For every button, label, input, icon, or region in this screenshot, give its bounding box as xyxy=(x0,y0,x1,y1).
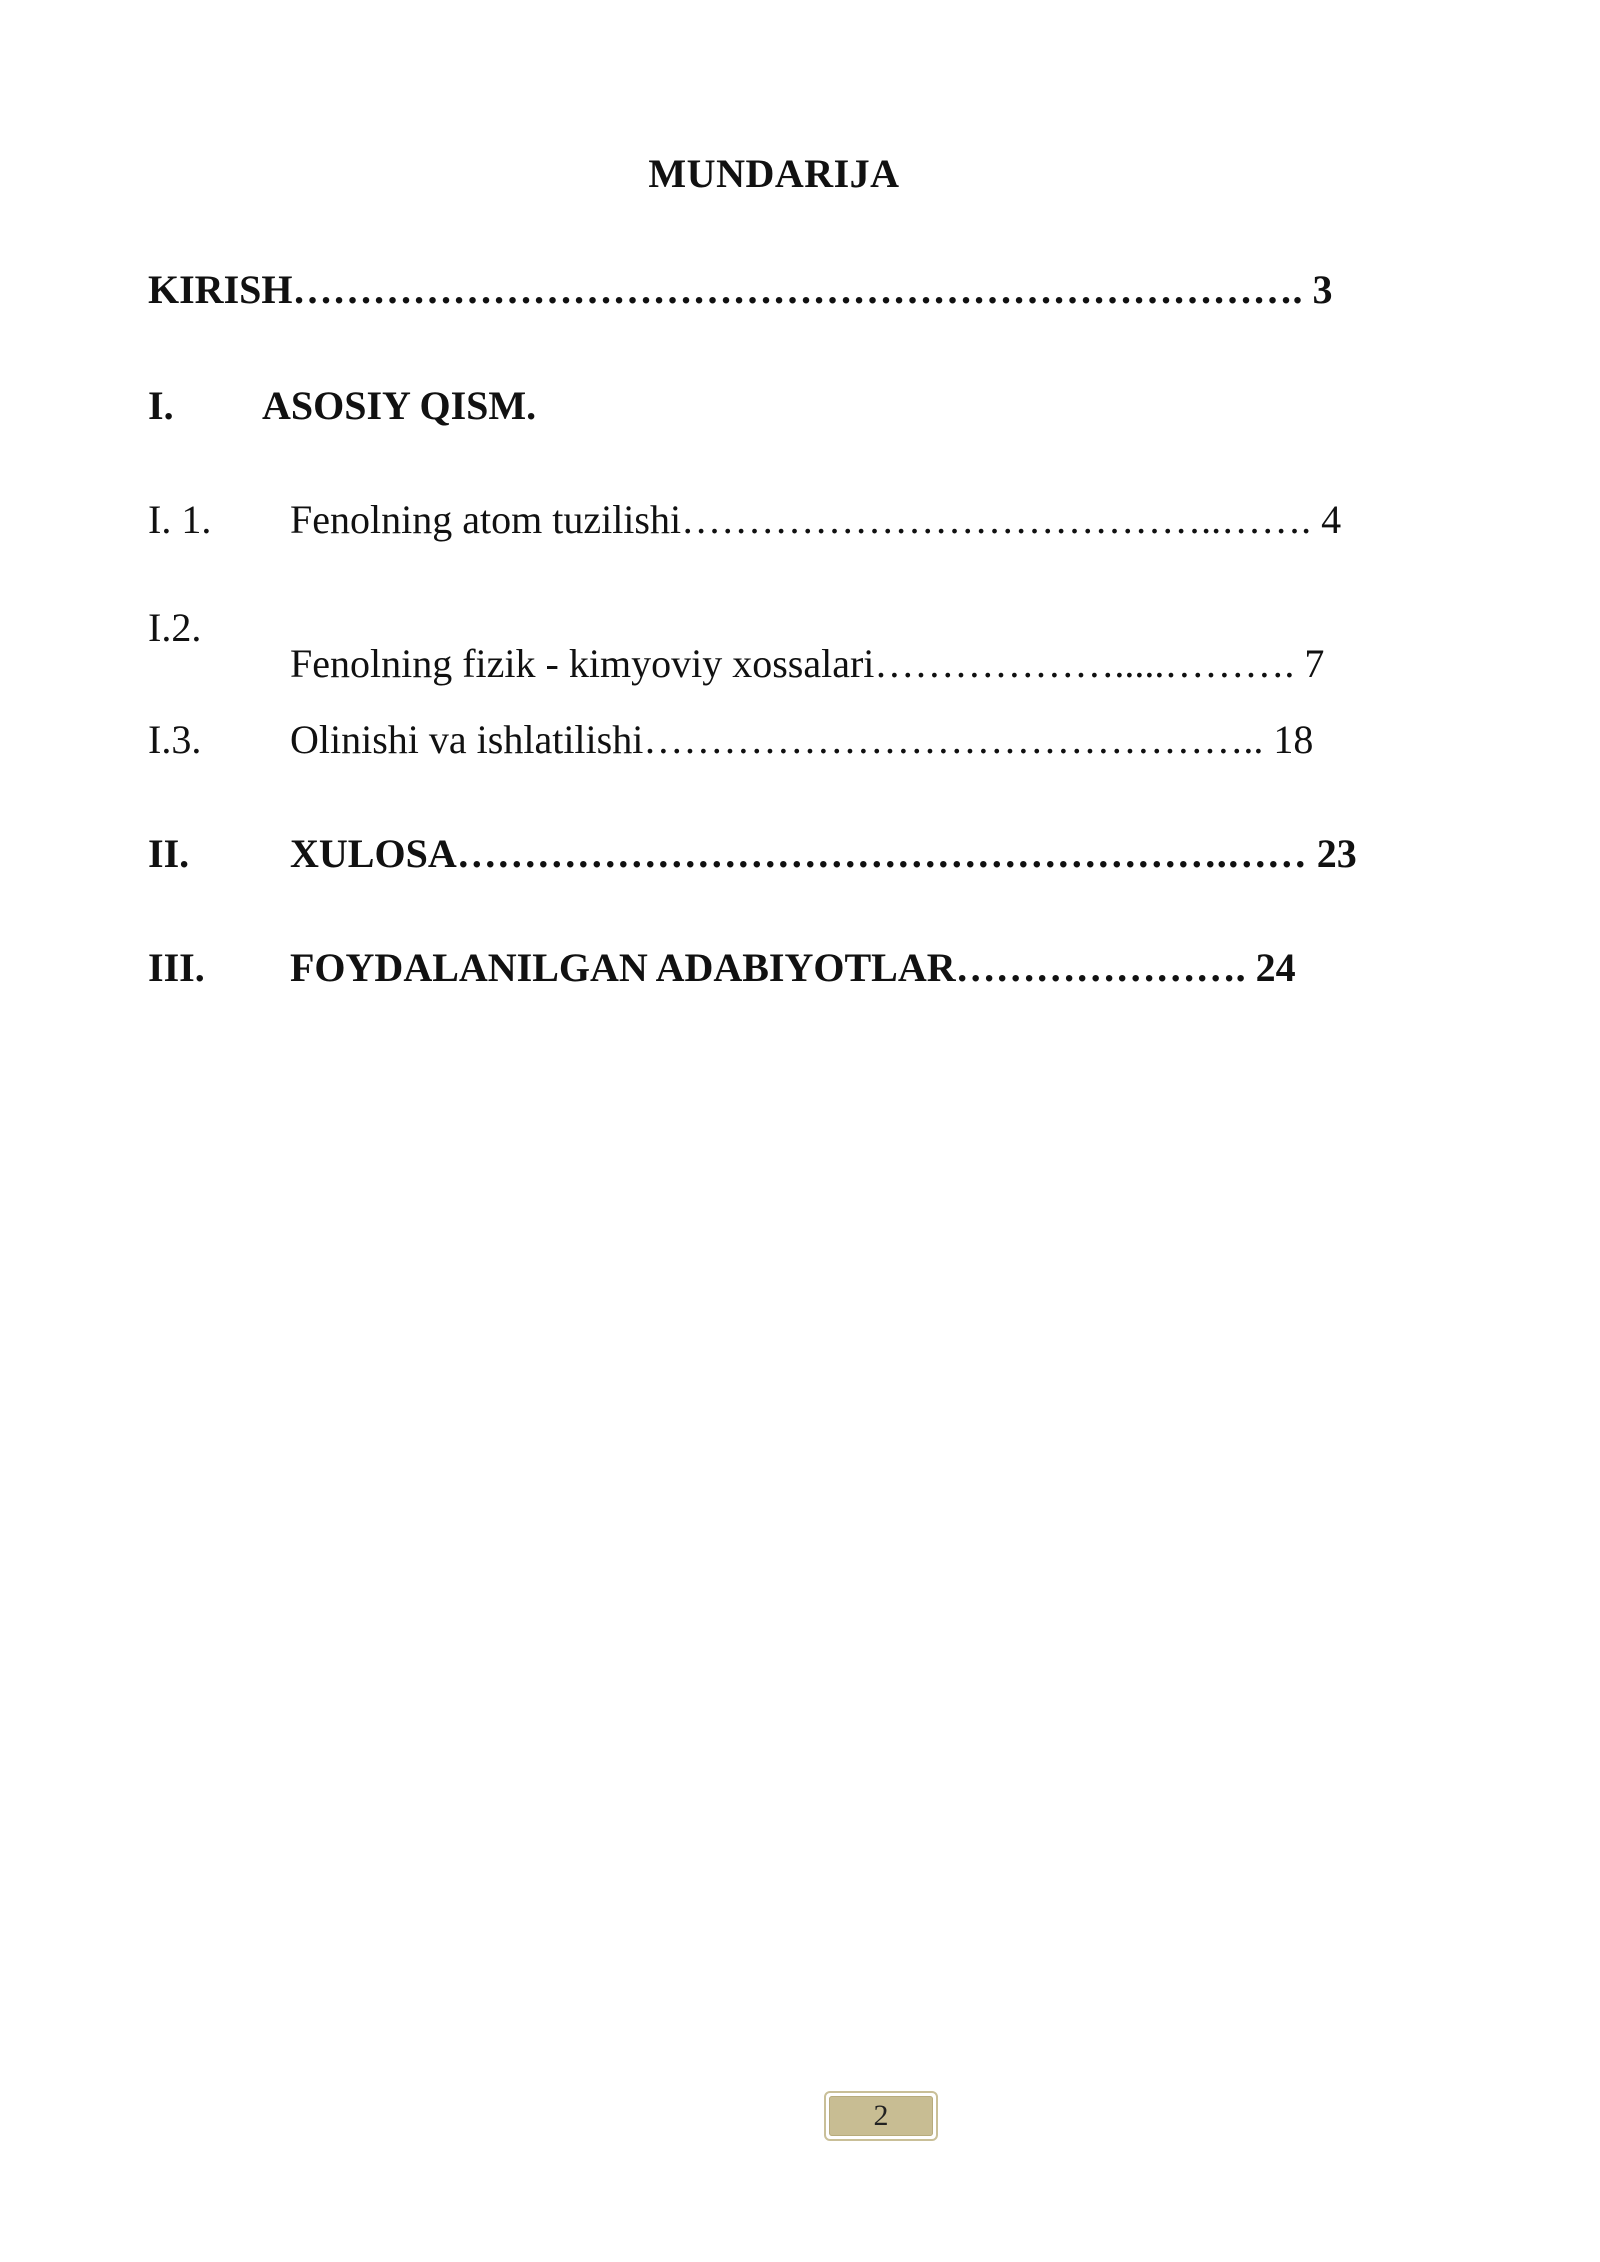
toc-entry-atom-tuzilishi: Fenolning atom tuzilishi…………………………………..……. 4 xyxy=(290,497,1342,542)
toc-entry-fizik-kimyoviy: Fenolning fizik - kimyoviy xossalari……………….....………. 7 xyxy=(290,641,1325,686)
toc-entry-olinishi: Olinishi va ishlatilishi……………………………………….. 18 xyxy=(290,717,1314,762)
toc-entry-number: I.2. xyxy=(148,605,202,650)
toc-entry-number: I. xyxy=(148,383,174,428)
toc-entry-number: I. 1. xyxy=(148,497,212,542)
toc-entry-kirish: KIRISH…………………………………………………………………. 3 xyxy=(148,267,1333,312)
toc-entry-adabiyotlar: FOYDALANILGAN ADABIYOTLAR…………………. 24 xyxy=(290,945,1296,990)
toc-title: MUNDARIJA xyxy=(648,151,900,196)
page-number-badge xyxy=(824,2091,938,2141)
toc-entry-number: III. xyxy=(148,945,205,990)
page-number: 2 xyxy=(873,2099,889,2132)
toc-entry-asosiy-qism: ASOSIY QISM. xyxy=(262,383,537,428)
toc-entry-xulosa: XULOSA………………………………………………….…… 23 xyxy=(290,831,1357,876)
toc-entry-number: I.3. xyxy=(148,717,202,762)
toc-entry-number: II. xyxy=(148,831,190,876)
